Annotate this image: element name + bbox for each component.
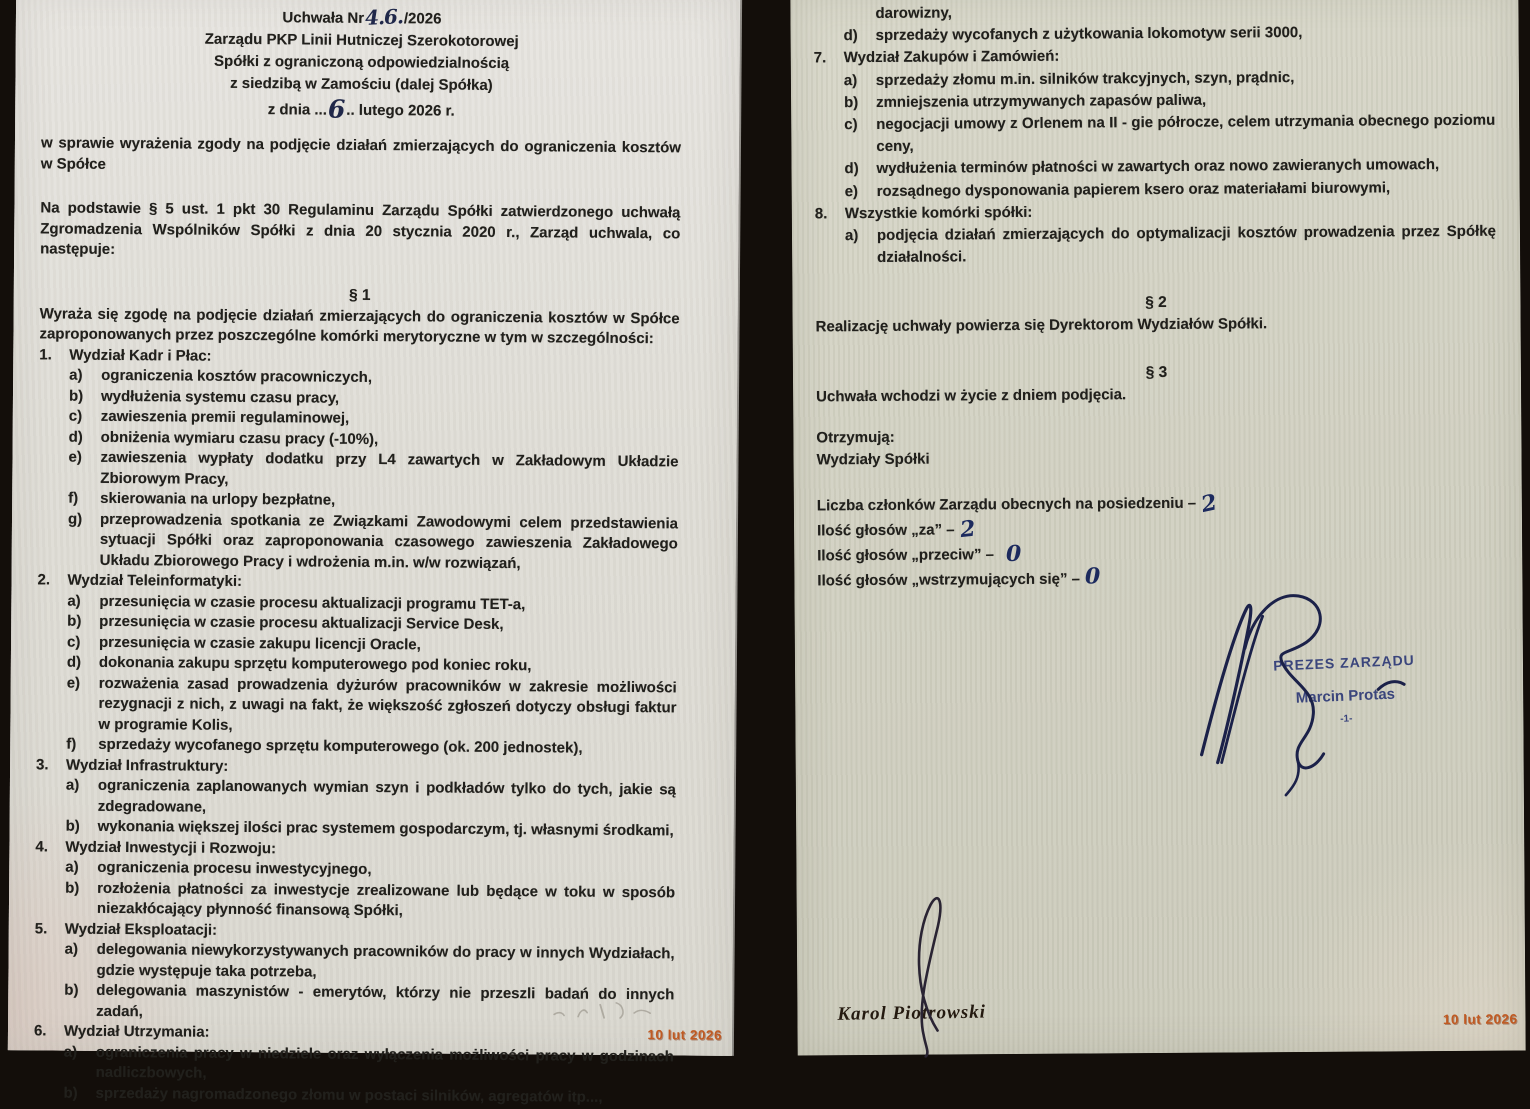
list-item-text: Wydział Teleinformatyki: (67, 571, 243, 590)
president-stamp-footer: -1- (1340, 713, 1353, 726)
list-item-text: przeprowadzenia spotkania ze Związkami Zawodowymi celem przedstawienia sytuacji Spółki oraz zaproponowania czasowego zawieszenia Zakładowego Układu Zbiorowego Pracy i wdrożenia m.in. w/w rozwiązań, (99, 510, 679, 572)
list-item (38, 509, 678, 576)
list-item-text: zawieszenia premii regulaminowej, (100, 407, 350, 427)
vote-label: Ilość głosów „wstrzymujących się” – (817, 570, 1081, 590)
list-item (814, 110, 1495, 159)
pen-dash-mark (1375, 677, 1407, 693)
list-marker: a) (844, 227, 859, 245)
list-item-text: rozłożenia płatności za inwestycje zrealizowane lub będące w toku w sposób niezakłócający płynność finansową Spółki, (96, 879, 676, 920)
list-marker: d) (844, 160, 859, 178)
document-page-2 (790, 0, 1525, 1056)
list-marker: d) (66, 653, 82, 671)
handwritten-resolution-number: 4.6. (364, 4, 404, 30)
list-marker: g) (67, 510, 83, 528)
list-marker: f) (66, 735, 77, 753)
list-marker: a) (67, 592, 81, 610)
list-item (34, 1042, 674, 1088)
president-stamp-name: Marcin Protas (1295, 685, 1396, 707)
vote-label: Ilość głosów „przeciw” – (817, 546, 994, 565)
list-marker: e) (68, 448, 82, 466)
list-item-text: ograniczenia pracy w niedziele oraz wyłączenia możliwości pracy w godzinach nadliczbowych, (95, 1043, 674, 1082)
list-item-text: sprzedaży wycofanego sprzętu komputerowego (ok. 200 jednostek), (98, 735, 583, 757)
list-marker: c) (68, 407, 83, 425)
president-signature-scribble (1186, 583, 1377, 799)
list-marker: 5. (34, 919, 48, 937)
list-item-text: Wydział Eksploatacji: (64, 920, 218, 939)
list-item-text: przesunięcia w czasie procesu aktualizacji Service Desk, (99, 612, 504, 634)
list-item (35, 878, 675, 924)
list-marker: b) (65, 879, 80, 897)
list-item-text: Wszystkie komórki spółki: (844, 203, 1033, 223)
list-marker: e) (844, 182, 859, 200)
list-item-text: wydłużenia systemu czasu pracy, (100, 387, 340, 407)
list-marker: b) (65, 817, 80, 835)
list-marker: 2. (37, 571, 51, 589)
list-item-text: przesunięcia w czasie zakupu licencji Oracle, (98, 633, 421, 653)
president-stamp-title: PREZES ZARZĄDU (1272, 651, 1416, 674)
list-item-text: delegowania niewykorzystywanych pracowników do pracy w innych Wydziałach, gdzie występuje taka potrzeba, (96, 940, 675, 981)
list-item-text: skierowania na urlopy bezpłatne, (100, 489, 336, 509)
list-marker: 1. (39, 345, 52, 363)
list-item-text: delegowania maszynistów - emerytów, którzy nie przeszli badań do innych zadań, (96, 981, 675, 1020)
resolution-number-suffix: /2026 (403, 10, 442, 28)
vote-line (817, 563, 1498, 593)
section-3-heading: § 3 (1145, 363, 1168, 381)
list-item-text: negocjacji umowy z Orlenem na II - gie półrocze, celem utrzymania obecnego poziomu ceny, (876, 111, 1496, 156)
list-item-text: darowizny, (875, 4, 952, 22)
list-marker: e) (66, 674, 81, 692)
list-marker: c) (844, 116, 858, 134)
issuer-line-1: Zarządu PKP Linii Hutniczej Szerokotorowej (204, 30, 519, 51)
list-item-text: ograniczenia kosztów pracowniczych, (101, 366, 373, 386)
list-marker: c) (66, 633, 81, 651)
list-marker: 4. (35, 837, 49, 855)
list-item-text: zmniejszenia utrzymywanych zapasów paliwa, (875, 91, 1207, 111)
list-marker: 6. (33, 1022, 47, 1040)
document-page-1 (8, 0, 740, 1106)
list-item-text: sprzedaży nagromadzonego złomu w postaci silników, agregatów itp..., (95, 1084, 603, 1106)
list-item (34, 939, 674, 985)
list-marker: 7. (813, 49, 827, 67)
list-marker: b) (843, 93, 859, 111)
list-item-text: Wydział Infrastruktury: (66, 756, 229, 775)
list-item-text: wykonania większej ilości prac systemem gospodarczym, tj. własnymi środkami, (97, 817, 674, 840)
recipients-label: Otrzymują: (816, 428, 895, 447)
date-line-suffix: .. lutego 2026 r. (346, 101, 455, 120)
list-marker: 3. (36, 755, 49, 773)
date-line (41, 93, 681, 124)
list-marker: 8. (814, 205, 828, 223)
list-item-text: przesunięcia w czasie procesu aktualizacji programu TET-a, (99, 592, 526, 613)
list-marker: b) (63, 1084, 78, 1102)
vote-label: Liczba członków Zarządu obecnych na posiedzeniu – (816, 494, 1197, 515)
list-marker: a) (65, 776, 80, 794)
resolution-number-prefix: Uchwała Nr (282, 9, 365, 27)
list-marker: b) (67, 612, 82, 630)
list-item-text: Wydział Inwestycji i Rozwoju: (65, 838, 277, 857)
issuer-line-2: Spółki z ograniczoną odpowiedzialnością (214, 52, 510, 73)
handwritten-vote-count: 2 (1199, 489, 1220, 519)
list-marker: a) (843, 71, 858, 89)
list-marker: a) (69, 366, 83, 384)
section-1-intro: Wyraża się zgodę na podjęcie działań zmierzających do ograniczenia kosztów w Spółce zaproponowanych przez poszczególne komórki merytoryczne w tym w szczególności: (39, 304, 680, 348)
list-item-text: sprzedaży wycofanych z użytkowania lokomotyw serii 3000, (875, 24, 1303, 45)
handwritten-day-number: 6 (327, 94, 346, 124)
document-header (41, 2, 682, 124)
list-item-text: sprzedaży złomu m.in. silników trakcyjnych, szyn, prądnic, (875, 68, 1295, 89)
issuer-line-3: z siedzibą w Zamościu (dalej Spółka) (230, 74, 493, 94)
list-item (36, 775, 676, 821)
recipients-value: Wydziały Spółki (816, 450, 930, 469)
list-item (38, 447, 678, 493)
section-1-heading: § 1 (348, 286, 371, 304)
list-marker: b) (68, 387, 84, 405)
faint-pencil-marks (548, 994, 658, 1025)
list-item-text: dokonania zakupu sprzętu komputerowego pod koniec roku, (98, 653, 532, 675)
list-marker: d) (843, 27, 858, 45)
date-line-prefix: z dnia ... (267, 101, 327, 119)
list-item-text: Wydział Zakupów i Zamówień: (843, 48, 1060, 67)
handwritten-vote-count: 0 (1005, 541, 1022, 568)
voting-results (817, 488, 1499, 593)
legal-basis-paragraph: Na podstawie § 5 ust. 1 pkt 30 Regulaminu Zarządu Spółki zatwierdzonego uchwałą Zgromadzenia Wspólników Spółki z dnia 20 stycznia 2020 r., Zarząd uchwala, co następuje: (40, 199, 681, 258)
list-item (33, 1083, 673, 1109)
subject-paragraph: w sprawie wyrażenia zgody na podjęcie działań zmierzających do ograniczenia kosztów w Spółce (40, 134, 682, 173)
list-item (815, 221, 1496, 270)
list-marker: f) (68, 489, 79, 507)
member-signature-mark (893, 892, 964, 1057)
list-marker: a) (63, 1043, 78, 1061)
section-3-text: Uchwała wchodzi w życie z dniem podjęcia. (816, 385, 1127, 406)
list-item-text: wydłużenia terminów płatności w zawartych oraz nowo zawieranych umowach, (876, 156, 1440, 178)
vote-label: Ilość głosów „za” – (816, 521, 955, 540)
list-item-text: zawieszenia wypłaty dodatku przy L4 zawartych w Zakładowym Układzie Zbiorowym Pracy, (100, 448, 679, 488)
handwritten-vote-count: 0 (1084, 563, 1101, 590)
list-item-text: obniżenia wymiaru czasu pracy (-10%), (100, 428, 379, 448)
list-marker: a) (65, 858, 79, 876)
list-item-text: rozważenia zasad prowadzenia dyżurów pracowników w zakresie możliwości rezygnacji z nich, z uwagi na fakt, że większość zgłoszeń dotyczy obsługi faktur w programie Kolis, (98, 674, 677, 734)
date-stamp-right-page: 10 lut 2026 (1442, 1011, 1518, 1027)
handwritten-vote-count: 2 (958, 515, 977, 544)
list-marker: b) (64, 981, 79, 999)
list-marker: d) (68, 428, 83, 446)
section-2-text: Realizację uchwały powierza się Dyrektorom Wydziałów Spółki. (815, 315, 1268, 336)
list-item-text: podjęcia działań zmierzających do optymalizacji kosztów prowadzenia przez Spółkę działalności. (876, 222, 1497, 267)
list-item-text: ograniczenia zaplanowanych wymian szyn i podkładów tylko do tych, jakie są zdegradowane, (97, 776, 676, 816)
recipients-block (816, 422, 1497, 471)
section-2-heading: § 2 (1145, 294, 1167, 312)
list-item-text: Wydział Kadr i Płac: (69, 346, 212, 365)
member-name-stamp: Karol Piotrowski (837, 1001, 987, 1025)
departments-list-continued (813, 0, 1496, 270)
list-item (36, 673, 676, 740)
list-item-text: Wydział Utrzymania: (63, 1022, 210, 1041)
list-item-text: ograniczenia procesu inwestycyjnego, (97, 858, 372, 878)
list-item-text: rozsądnego dysponowania papierem ksero oraz materiałami biurowymi, (876, 178, 1391, 200)
list-marker: a) (64, 940, 79, 958)
date-stamp-left-page: 10 lut 2026 (647, 1026, 723, 1043)
